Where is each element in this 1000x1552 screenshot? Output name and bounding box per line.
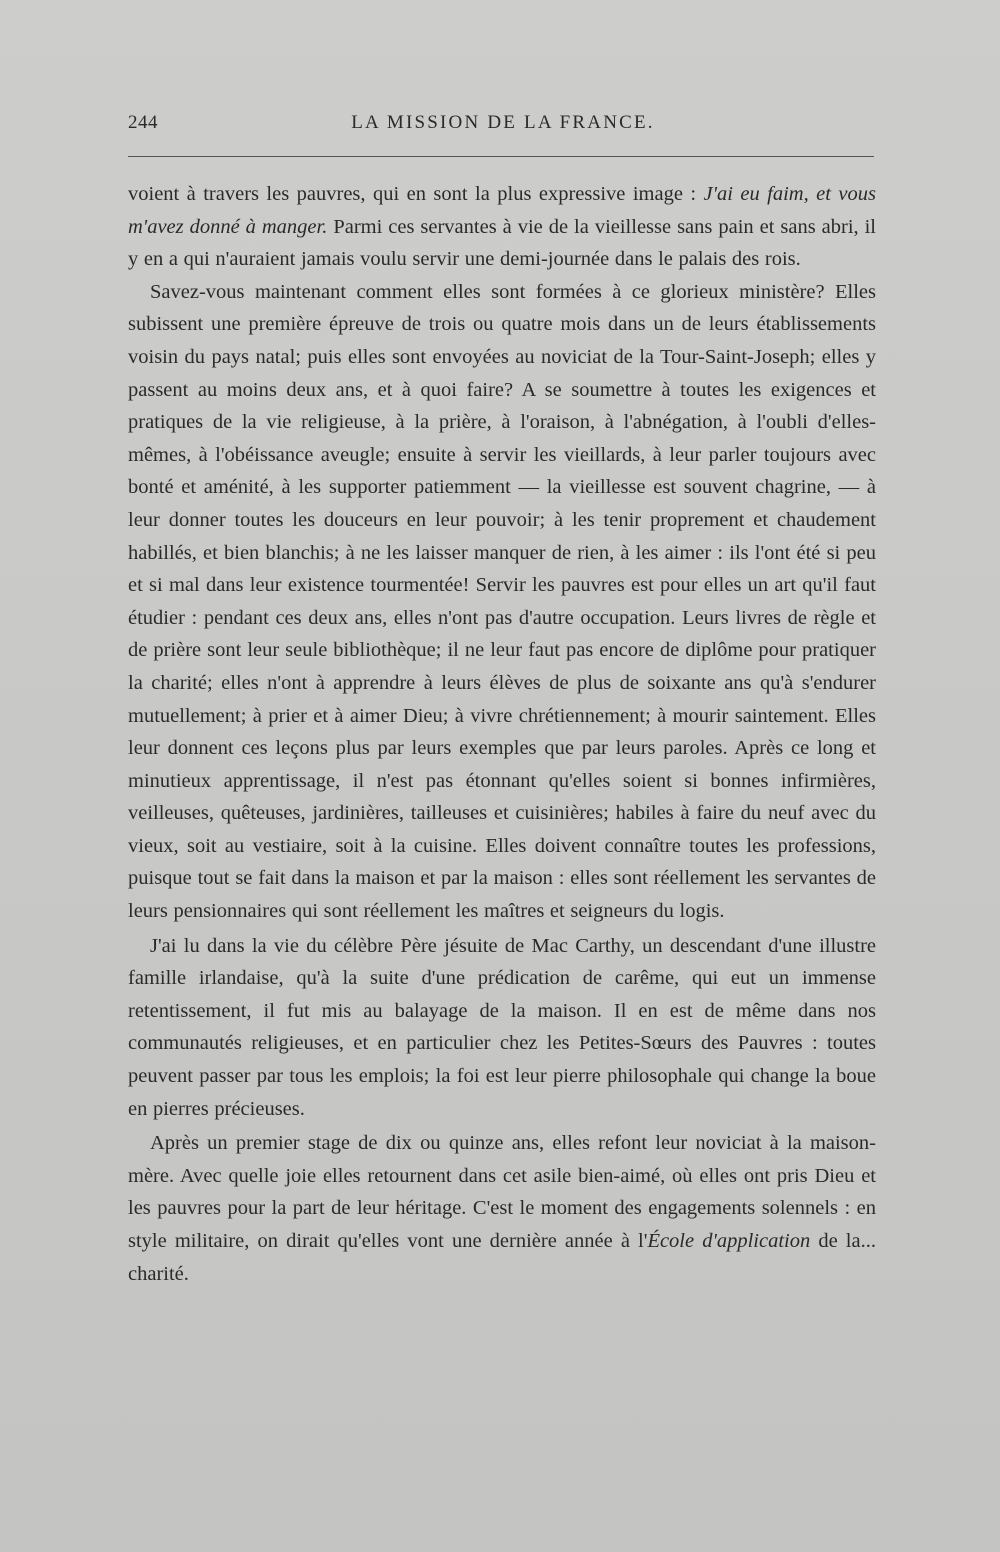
paragraph-4-text: Après un premier stage de dix ou quinze ans, elles refont leur noviciat à la maison-mère. Avec quelle joie elles retournent dans cet asile bien-aimé, où elles ont pris Dieu et les pauvres pour la part de leur héritage. C'est le moment des engagements solennels : en style militaire, on dirait qu'elles vont une dernière année à l' [128,1132,876,1252]
paragraph-1-quote: J'ai eu faim, et vous m'avez donné à manger. [128,183,876,238]
paragraph-1-text: voient à travers les pauvres, qui en sont la plus expressive image : [128,183,704,205]
page-number: 244 [128,112,158,133]
paragraph-1-text-end: Parmi ces servantes à vie de la vieillesse sans pain et sans abri, il y en a qui n'auraient jamais voulu servir une demi-journée dans le palais des rois. [128,215,876,271]
paragraph-1 [128,178,876,276]
paragraph-4-text-end: de la... charité. [128,1230,876,1285]
body-text [128,178,876,1290]
paragraph-4 [128,1127,876,1290]
header-rule [128,156,874,157]
paragraph-2: Savez-vous maintenant comment elles sont formées à ce glorieux ministère? Elles subissent une première épreuve de trois ou quatre mois dans un de leurs établissements voisin du pays natal; puis elles sont envoyées au noviciat de la Tour-Saint-Joseph; elles y passent au moins deux ans, et à quoi faire? A se soumettre à toutes les exigences et pratiques de la vie religieuse, à la prière, à l'oraison, à l'abnégation, à l'oubli d'elles-mêmes, à l'obéissance aveugle; ensuite à servir les vieillards, à leur parler toujours avec bonté et aménité, à les supporter patiemment — la vieillesse est souvent chagrine, — à leur donner toutes les douceurs en leur pouvoir; à les tenir proprement et chaudement habillés, et bien blanchis; à ne les laisser manquer de rien, à les aimer : ils l'ont été si peu et si mal dans leur existence tourmentée! Servir les pauvres est pour elles un art qu'il faut étudier : pendant ces deux ans, elles n'ont pas d'autre occupation. Leurs livres de règle et de prière sont leur seule bibliothèque; il ne leur faut pas encore de diplôme pour pratiquer la charité; elles n'ont à apprendre à leurs élèves de plus de soixante ans qu'à s'endurer mutuellement; à prier et à aimer Dieu; à vivre chrétiennement; à mourir saintement. Elles leur donnent ces leçons plus par leurs exemples que par leurs paroles. Après ce long et minutieux apprentissage, il n'est pas étonnant qu'elles soient si bonnes infirmières, veilleuses, quêteuses, jardinières, tailleuses et cuisinières; habiles à faire du neuf avec du vieux, soit au vestiaire, soit à la cuisine. Elles doivent connaître toutes les professions, puisque tout se fait dans la maison et par la maison : elles sont réellement les servantes de leurs pensionnaires qui sont réellement les maîtres et seigneurs du logis. [128,280,876,923]
paragraph-3: J'ai lu dans la vie du célèbre Père jésuite de Mac Carthy, un descendant d'une illustre famille irlandaise, qu'à la suite d'une prédication de carême, qui eut un immense retentissement, il fut mis au balayage de la maison. Il en est de même dans nos communautés religieuses, et en particulier chez les Petites-Sœurs des Pauvres : toutes peuvent passer par tous les emplois; la foi est leur pierre philosophale qui change la boue en pierres précieuses. [128,934,876,1120]
page-header [128,112,878,142]
paragraph-4-italic: École d'application [647,1230,811,1252]
running-title: LA MISSION DE LA FRANCE. [351,112,655,133]
